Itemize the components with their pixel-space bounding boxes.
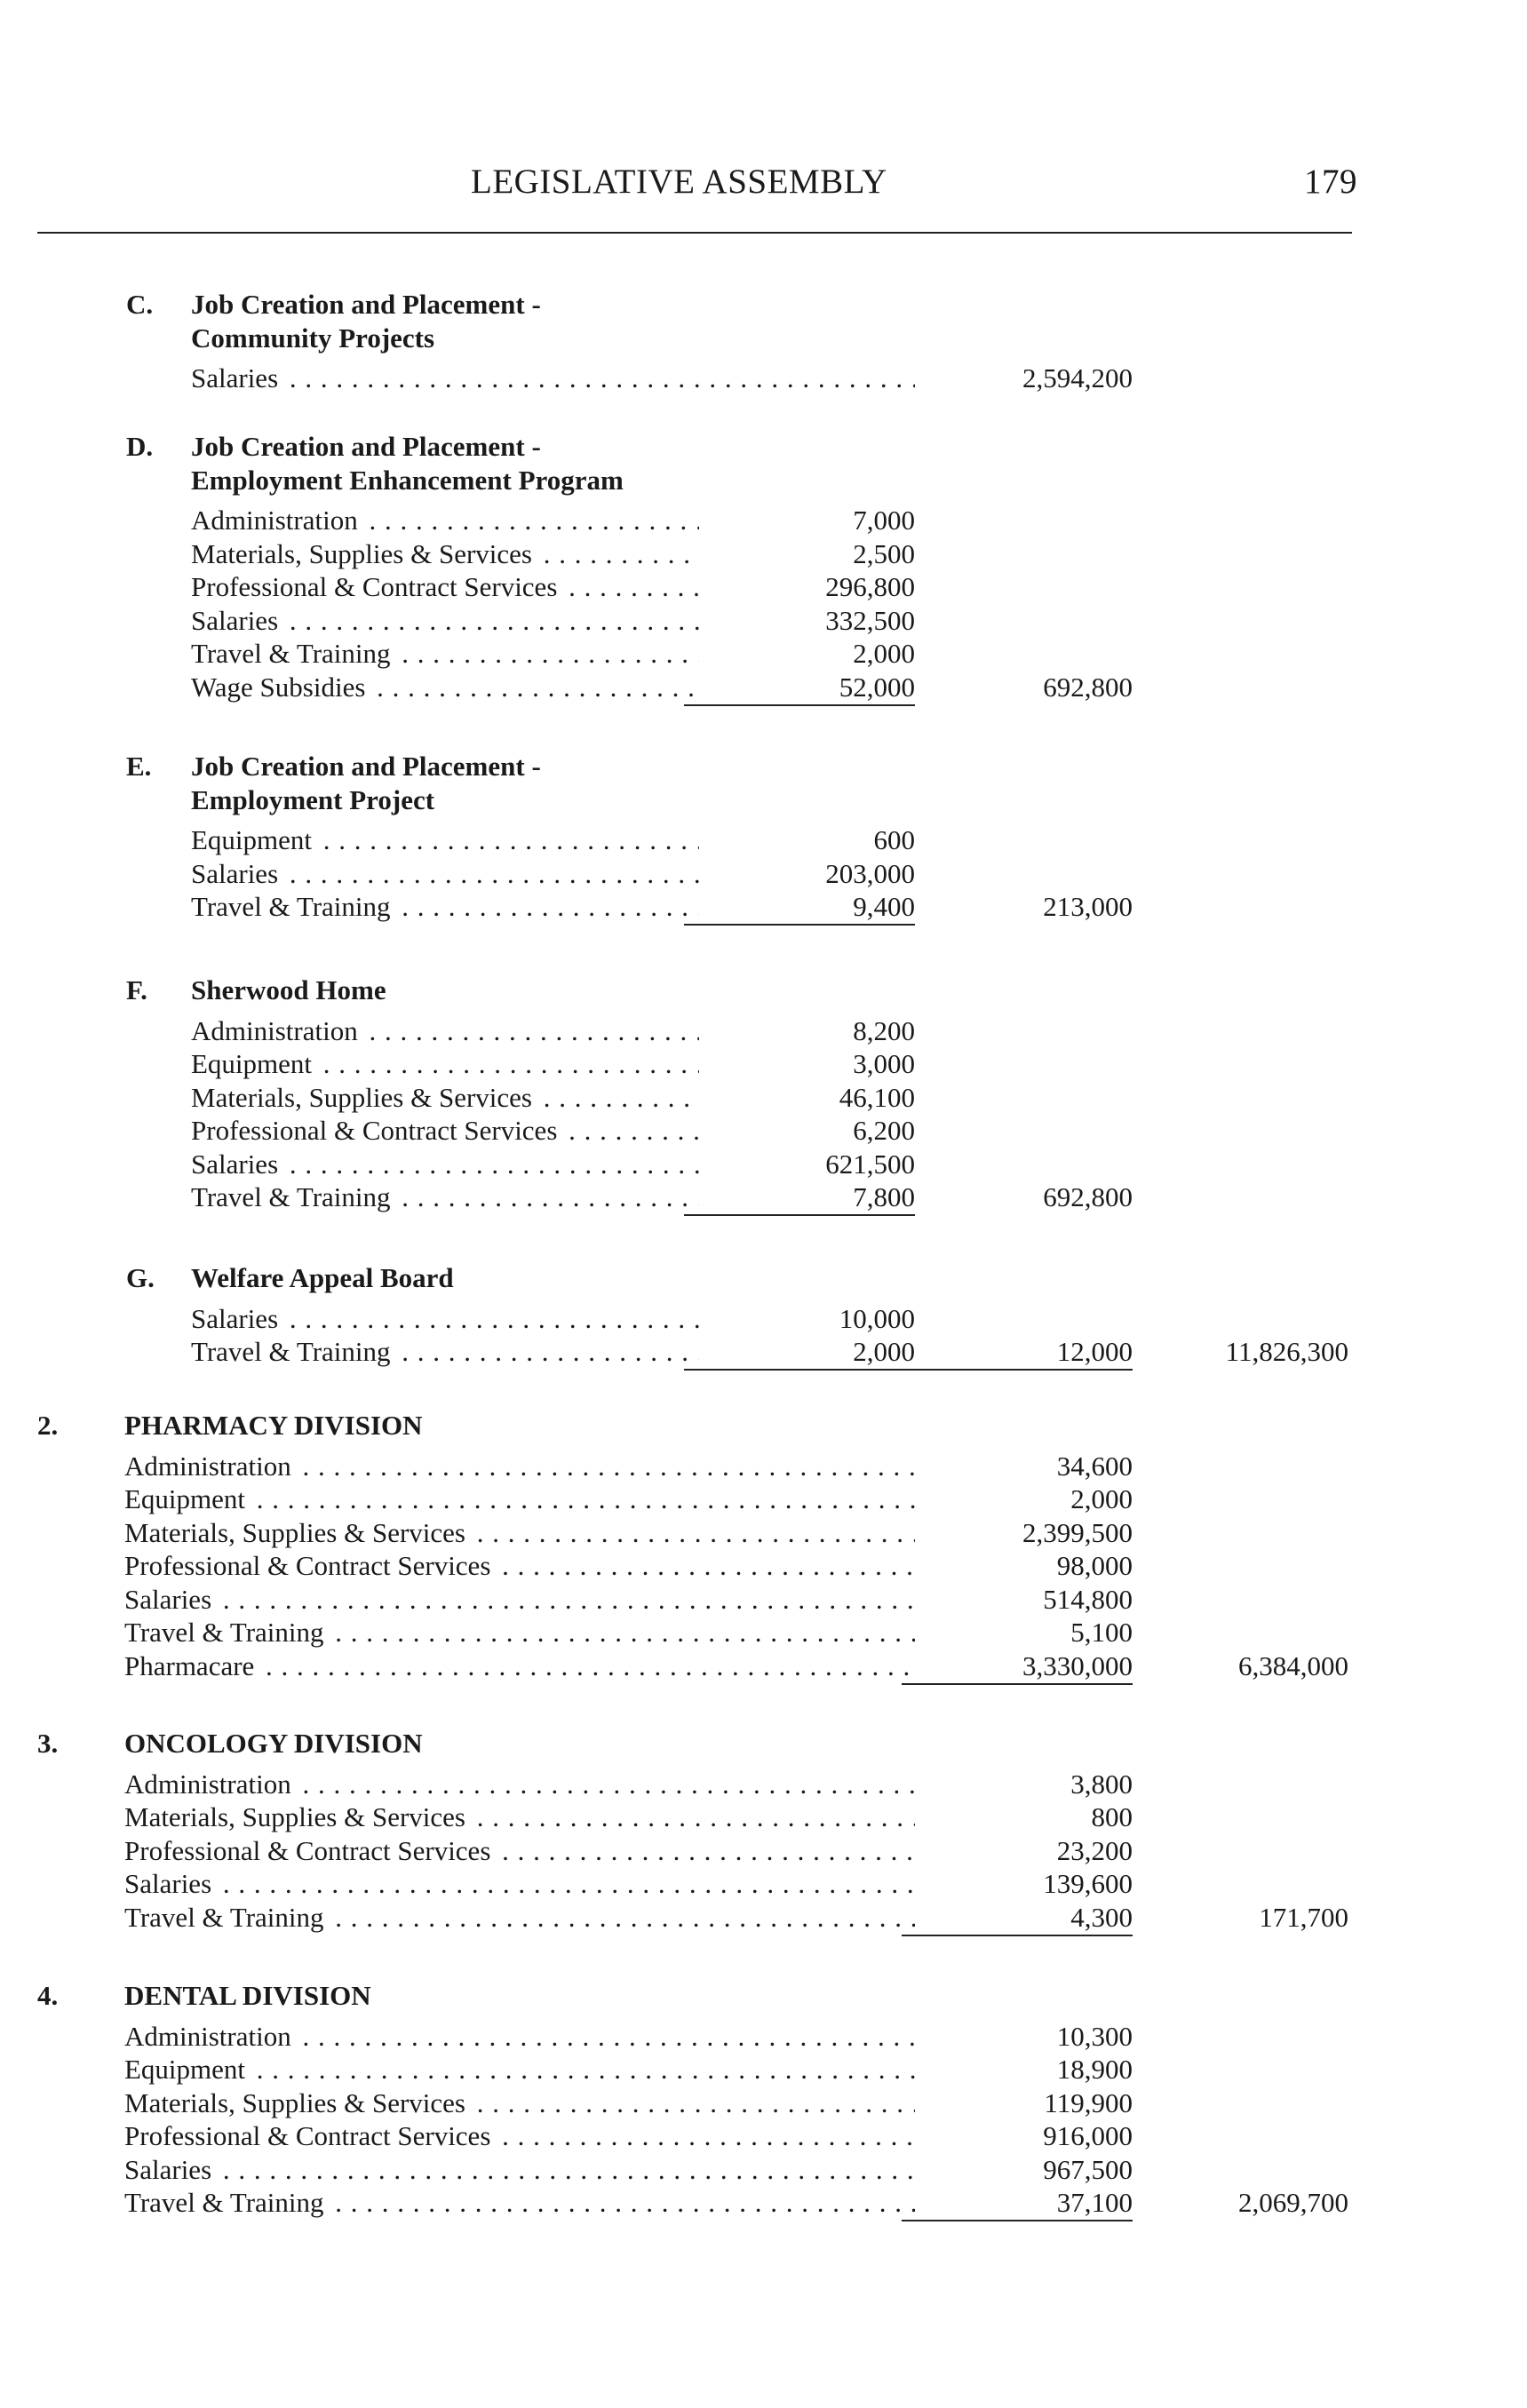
total-amount: 171,700	[1259, 1901, 1348, 1933]
division-title: ONCOLOGY DIVISION	[124, 1728, 423, 1759]
division-title: DENTAL DIVISION	[124, 1980, 371, 2011]
item-label-text: Equipment	[124, 1483, 249, 1514]
item-label	[191, 504, 699, 537]
item-label-text: Salaries	[124, 2154, 215, 2185]
subtotal-amount: 12,000	[902, 1335, 1133, 1371]
subtotal-amount: 2,000	[1070, 1483, 1133, 1514]
item-label	[124, 1800, 915, 1834]
subtotal-amount: 4,300	[902, 1901, 1133, 1936]
item-amount: 6,200	[853, 1115, 915, 1146]
subtotal-amount: 18,900	[1056, 2054, 1133, 2085]
item-label	[124, 1482, 915, 1516]
item-label-text: Travel & Training	[124, 1902, 328, 1933]
division-title: PHARMACY DIVISION	[124, 1410, 423, 1441]
item-label	[191, 637, 699, 671]
item-label	[191, 890, 699, 924]
item-amount: 600	[873, 824, 915, 855]
item-label-text: Travel & Training	[191, 638, 394, 669]
item-label-text: Wage Subsidies	[191, 672, 369, 703]
subtotal-amount: 2,594,200	[1022, 362, 1133, 393]
subtotal-amount: 119,900	[1044, 2086, 1133, 2118]
line-item	[0, 1450, 1527, 1483]
section-title: Job Creation and Placement -	[191, 431, 541, 462]
subtotal-amount: 23,200	[1056, 1834, 1133, 1866]
item-label	[191, 362, 915, 395]
item-label-text: Administration	[191, 1015, 362, 1046]
line-item	[0, 570, 1527, 604]
item-label	[124, 2153, 915, 2187]
item-amount: 9,400	[684, 890, 915, 926]
subtotal-amount: 2,399,500	[1022, 1516, 1133, 1548]
line-item	[0, 1081, 1527, 1115]
line-item	[0, 1616, 1527, 1649]
header-rule	[37, 232, 1352, 234]
item-label-text: Materials, Supplies & Services	[124, 2087, 469, 2118]
line-item	[0, 1516, 1527, 1550]
item-amount: 203,000	[825, 857, 915, 889]
division-number: 4.	[37, 1980, 59, 2011]
line-item	[0, 823, 1527, 857]
item-label-text: Administration	[124, 1768, 295, 1800]
line-item	[0, 2020, 1527, 2054]
item-amount: 8,200	[853, 1014, 915, 1046]
section-title: Job Creation and Placement -	[191, 751, 541, 782]
item-label-text: Administration	[191, 505, 362, 536]
subtotal-amount: 692,800	[1043, 671, 1133, 703]
item-amount: 7,000	[853, 505, 915, 536]
item-amount: 2,000	[853, 638, 915, 669]
subtotal-amount: 5,100	[1070, 1617, 1133, 1648]
item-label	[191, 570, 699, 604]
division-number: 2.	[37, 1410, 59, 1441]
line-item	[0, 2153, 1527, 2187]
item-label-text: Professional & Contract Services	[191, 1115, 561, 1146]
section-letter: C.	[126, 289, 154, 320]
item-label	[124, 2186, 915, 2220]
line-item	[0, 1148, 1527, 1181]
item-amount: 621,500	[825, 1148, 915, 1180]
item-label-text: Pharmacare	[124, 1650, 258, 1681]
section-title: Welfare Appeal Board	[191, 1262, 454, 1293]
item-label	[124, 1549, 915, 1583]
item-label	[124, 1616, 915, 1649]
item-amount: 2,500	[853, 537, 915, 569]
item-label-text: Materials, Supplies & Services	[124, 1517, 469, 1548]
subtotal-amount: 800	[1091, 1801, 1133, 1832]
running-header-title: LEGISLATIVE ASSEMBLY	[471, 163, 887, 201]
line-item	[0, 2053, 1527, 2086]
subtotal-amount: 10,300	[1056, 2020, 1133, 2052]
item-label-text: Professional & Contract Services	[191, 571, 561, 602]
item-label	[124, 1901, 915, 1935]
item-amount: 10,000	[839, 1302, 915, 1334]
item-label-text: Salaries	[191, 1303, 282, 1334]
item-amount: 52,000	[684, 671, 915, 706]
line-item	[0, 537, 1527, 571]
item-label	[124, 2119, 915, 2153]
subtotal-amount: 139,600	[1043, 1868, 1133, 1899]
item-label-text: Materials, Supplies & Services	[191, 538, 536, 569]
subtotal-amount: 3,330,000	[902, 1649, 1133, 1685]
item-label	[191, 823, 699, 857]
line-item	[0, 604, 1527, 638]
subtotal-amount: 3,800	[1070, 1768, 1133, 1800]
item-label	[191, 1047, 699, 1081]
item-amount: 7,800	[684, 1180, 915, 1216]
subtotal-amount: 213,000	[1043, 891, 1133, 922]
subtotal-amount: 692,800	[1043, 1181, 1133, 1212]
item-label	[191, 1148, 699, 1181]
section-letter: E.	[126, 751, 152, 782]
item-amount: 46,100	[839, 1081, 915, 1113]
line-item	[0, 857, 1527, 891]
item-label	[191, 671, 699, 704]
item-label-text: Materials, Supplies & Services	[191, 1082, 536, 1113]
item-label-text: Equipment	[191, 824, 315, 855]
line-item	[0, 1649, 1527, 1683]
item-label-text: Salaries	[191, 605, 282, 636]
line-item	[0, 504, 1527, 537]
line-item	[0, 1180, 1527, 1214]
subtotal-amount: 98,000	[1056, 1550, 1133, 1581]
section-subtitle: Employment Enhancement Program	[191, 464, 624, 496]
line-item	[0, 1867, 1527, 1901]
item-label-text: Travel & Training	[124, 2187, 328, 2218]
line-item	[0, 1114, 1527, 1148]
item-label-text: Salaries	[191, 362, 282, 393]
item-label	[124, 1768, 915, 1801]
item-label-text: Salaries	[124, 1868, 215, 1899]
item-label	[124, 1867, 915, 1901]
subtotal-amount: 514,800	[1043, 1583, 1133, 1615]
item-label-text: Administration	[124, 2021, 295, 2052]
item-label	[191, 1302, 699, 1336]
item-label	[191, 1180, 699, 1214]
line-item	[0, 1335, 1527, 1369]
line-item	[0, 2086, 1527, 2120]
item-label-text: Materials, Supplies & Services	[124, 1801, 469, 1832]
item-label-text: Travel & Training	[191, 891, 394, 922]
section-title: Job Creation and Placement -	[191, 289, 541, 320]
total-amount: 6,384,000	[1238, 1649, 1348, 1681]
line-item	[0, 1834, 1527, 1868]
item-label-text: Professional & Contract Services	[124, 1835, 494, 1866]
item-label-text: Salaries	[191, 858, 282, 889]
line-item	[0, 1302, 1527, 1336]
line-item	[0, 1583, 1527, 1617]
item-label	[191, 857, 699, 891]
section-letter: G.	[126, 1262, 155, 1293]
item-label-text: Salaries	[124, 1584, 215, 1615]
item-label	[124, 2053, 915, 2086]
subtotal-amount: 967,500	[1043, 2153, 1133, 2185]
item-amount: 332,500	[825, 604, 915, 636]
line-item	[0, 2119, 1527, 2153]
line-item	[0, 1482, 1527, 1516]
line-item	[0, 2186, 1527, 2220]
total-amount: 2,069,700	[1238, 2187, 1348, 2218]
section-subtitle: Community Projects	[191, 322, 435, 354]
line-item	[0, 1901, 1527, 1935]
item-label-text: Equipment	[191, 1048, 315, 1079]
item-label	[124, 1583, 915, 1617]
item-label-text: Travel & Training	[124, 1617, 328, 1648]
item-label	[191, 1114, 699, 1148]
page-number: 179	[1304, 163, 1357, 201]
section-subtitle: Employment Project	[191, 783, 435, 815]
item-label	[191, 1014, 699, 1048]
section-title: Sherwood Home	[191, 974, 386, 1005]
item-amount: 3,000	[853, 1048, 915, 1079]
total-amount: 11,826,300	[1225, 1336, 1348, 1367]
division-number: 3.	[37, 1728, 59, 1759]
item-label	[124, 1834, 915, 1868]
line-item	[0, 1014, 1527, 1048]
subtotal-amount: 37,100	[902, 2186, 1133, 2221]
subtotal-amount: 916,000	[1043, 2120, 1133, 2151]
item-label	[124, 2020, 915, 2054]
item-label	[191, 1081, 699, 1115]
item-amount: 2,000	[684, 1335, 915, 1371]
item-amount: 296,800	[825, 571, 915, 602]
item-label	[191, 537, 699, 571]
item-label	[124, 2086, 915, 2120]
item-label-text: Travel & Training	[191, 1336, 394, 1367]
line-item	[0, 1549, 1527, 1583]
line-item	[0, 362, 1527, 395]
item-label-text: Travel & Training	[191, 1181, 394, 1212]
section-letter: D.	[126, 431, 154, 462]
item-label	[191, 1335, 699, 1369]
item-label-text: Professional & Contract Services	[124, 2120, 494, 2151]
item-label-text: Salaries	[191, 1148, 282, 1180]
item-label	[124, 1649, 915, 1683]
item-label	[124, 1450, 915, 1483]
section-letter: F.	[126, 974, 147, 1005]
line-item	[0, 637, 1527, 671]
line-item	[0, 671, 1527, 704]
item-label-text: Equipment	[124, 2054, 249, 2085]
line-item	[0, 1047, 1527, 1081]
subtotal-amount: 34,600	[1056, 1450, 1133, 1482]
item-label-text: Administration	[124, 1450, 295, 1482]
item-label	[124, 1516, 915, 1550]
item-label-text: Professional & Contract Services	[124, 1550, 494, 1581]
item-label	[191, 604, 699, 638]
line-item	[0, 890, 1527, 924]
line-item	[0, 1768, 1527, 1801]
line-item	[0, 1800, 1527, 1834]
